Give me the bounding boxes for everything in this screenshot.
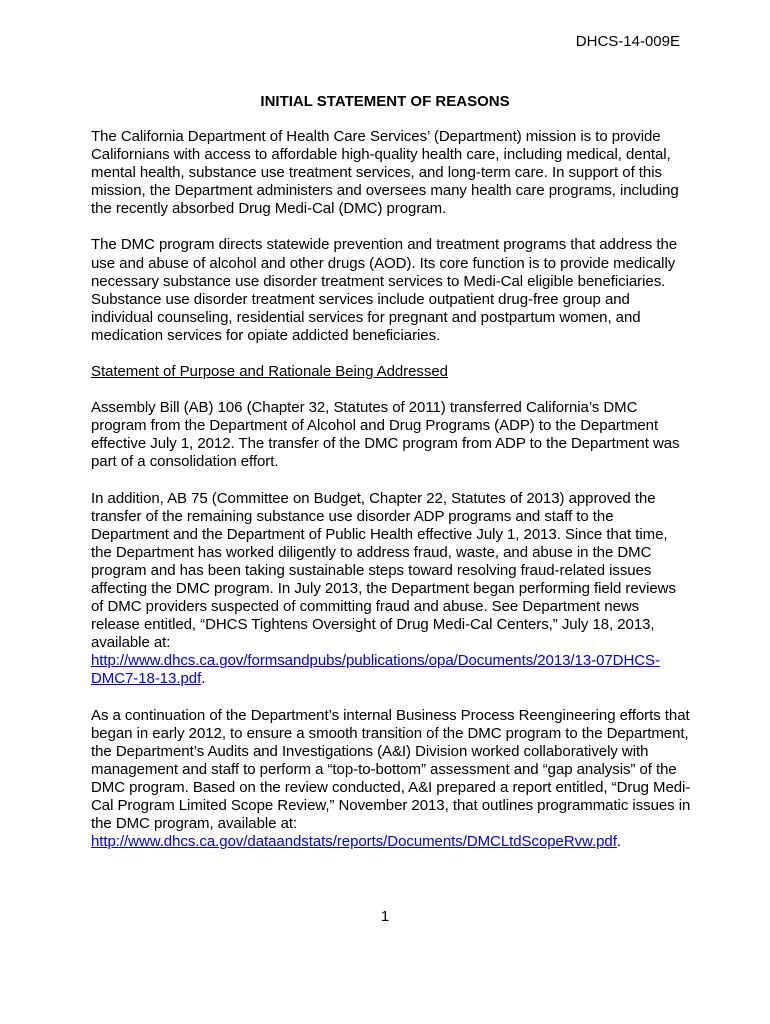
paragraph-ab106: Assembly Bill (AB) 106 (Chapter 32, Statutes of 2011) transferred California’s DMC program from the Department of Alcohol and Drug Programs (ADP) to the Department effective July 1, 2012. The transfer of the DMC program from ADP to the Department was part of a consolidation effort. bbox=[91, 399, 680, 471]
paragraph-dmc-program: The DMC program directs statewide prevention and treatment programs that address the use and abuse of alcohol and other drugs (AOD). Its core function is to provide medically necessary substance use disorder treatment services to Medi-Cal eligible beneficiaries. Substance use disorder treatment services include outpatient drug-free group and individual counseling, residential services for pregnant and postpartum women, and medication services for opiate addicted beneficiaries. bbox=[91, 236, 678, 344]
paragraph-ab75-end: . bbox=[201, 670, 206, 688]
page-title: INITIAL STATEMENT OF REASONS bbox=[260, 93, 510, 110]
paragraph-ab75 bbox=[91, 490, 691, 689]
paragraph-reengineering-text: As a continuation of the Department’s internal Business Process Reengineering efforts that began in early 2012, to ensure a smooth transition of the DMC program to the Department, the Department’s Audits and Investigations (A&I) Division worked collaboratively with management and staff to perform a “top-to-bottom” assessment and “gap analysis” of the DMC program. Based on the review conducted, A&I prepared a report entitled, “Drug Medi-Cal Program Limited Scope Review,” November 2013, that outlines programmatic issues in the DMC program, available at: bbox=[91, 706, 691, 833]
news-release-link-part2: DMC7-18-13.pdf bbox=[91, 670, 202, 688]
paragraph-reengineering-end: . bbox=[616, 833, 621, 851]
section-subheading bbox=[91, 363, 691, 381]
news-release-link-part1: http://www.dhcs.ca.gov/formsandpubs/publications/opa/Documents/2013/13-07DHCS- bbox=[91, 652, 660, 670]
scope-review-link[interactable]: http://www.dhcs.ca.gov/dataandstats/reports/Documents/DMCLtdScopeRvw.pdf bbox=[91, 833, 617, 851]
paragraph-reengineering bbox=[91, 707, 691, 852]
paragraph-mission: The California Department of Health Care Services’ (Department) mission is to provide Californians with access to affordable high-quality health care, including medical, dental, mental health, substance use treatment services, and long-term care. In support of this mission, the Department administers and oversees many health care programs, including the recently absorbed Drug Medi-Cal (DMC) program. bbox=[91, 128, 679, 218]
page-number: 1 bbox=[380, 908, 390, 925]
document-id: DHCS-14-009E bbox=[575, 33, 680, 50]
paragraph-ab75-text: In addition, AB 75 (Committee on Budget, Chapter 22, Statutes of 2013) approved the transfer of the remaining substance use disorder ADP programs and staff to the Department and the Department of Public Health effective July 1, 2013. Since that time, the Department has worked diligently to address fraud, waste, and abuse in the DMC program and has been taking sustainable steps toward resolving fraud-related issues affecting the DMC program. In July 2013, the Department began performing field reviews of DMC providers suspected of committing fraud and abuse. See Department news release entitled, “DHCS Tightens Oversight of Drug Medi-Cal Centers,” July 18, 2013, available at: bbox=[91, 489, 676, 652]
subheading-text: Statement of Purpose and Rationale Being Addressed bbox=[91, 363, 448, 381]
news-release-link[interactable] bbox=[91, 652, 660, 687]
document-body bbox=[91, 128, 691, 869]
